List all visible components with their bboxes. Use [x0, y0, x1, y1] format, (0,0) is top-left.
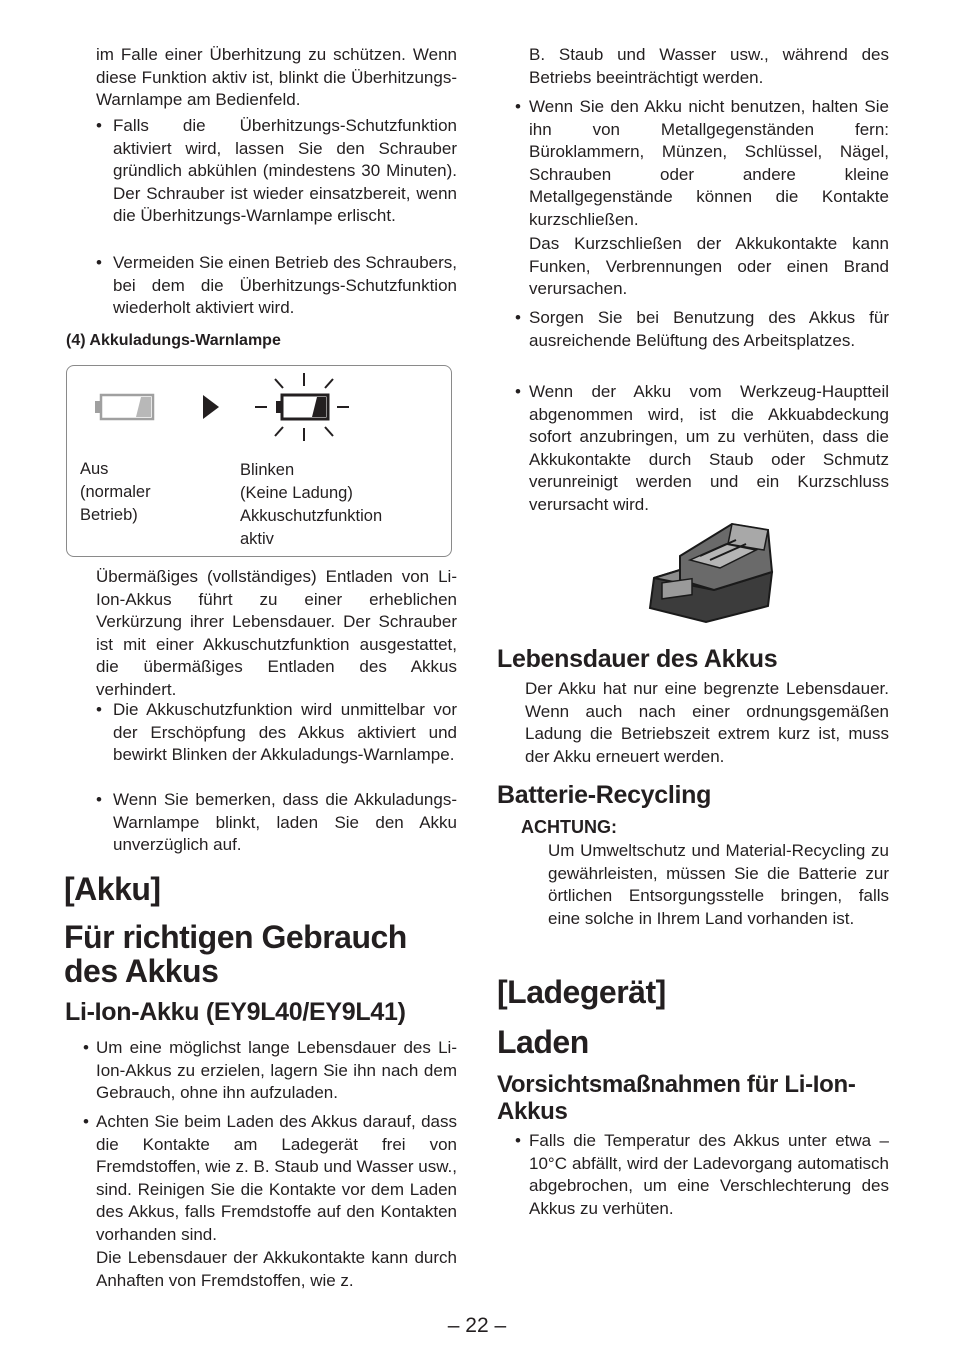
list-item: • Wenn der Akku vom Werkzeug-Hauptteil abgenommen wird, ist die Akkuabdeckung sofort anzubringen, um zu verhüten, dass die Akkukontakte durch Staub oder Schmutz verunreinigt werden und ein Kurzschluss verursacht wird. — [515, 382, 889, 514]
list-item: • Vermeiden Sie einen Betrieb des Schraubers, bei dem die Überhitzungs-Schutzfunktion wiederholt aktiviert wird. — [96, 253, 457, 318]
overheat-intro-paragraph: im Falle einer Überhitzung zu schützen. Wenn diese Funktion aktiv ist, blinkt die Überhitzungs-Warnlampe am Bedienfeld. — [96, 45, 457, 110]
list-item: • Wenn Sie den Akku nicht benutzen, halten Sie ihn von Metallgegenständen fern: Büroklammern, Münzen, Schlüssel, Nägel, Schrauben oder andere kleine Metallgegenstände können die Kontakte kurzschließen. — [515, 97, 889, 229]
ladegeraet-title: [Ladegerät] — [497, 974, 666, 1010]
discharge-paragraph: Übermäßiges (vollständiges) Entladen von Li-Ion-Akkus führt zu einer erheblichen Verkürzung ihrer Lebensdauer. Der Schrauber ist mit einer Akkuschutzfunktion ausgestattet, die übermäßiges Entladen des Akkus verhindert. — [96, 567, 457, 699]
liion-bullet2-continuation: Die Lebensdauer der Akkukontakte kann durch Anhaften von Fremdstoffen, wie z. — [96, 1248, 457, 1290]
list-item: • Sorgen Sie bei Benutzung des Akkus für ausreichende Belüftung des Arbeitsplatzes. — [515, 308, 889, 350]
battery-indicator-diagram — [66, 365, 452, 557]
battery-pack-image — [640, 520, 780, 624]
label-off-normal: Aus (normaler Betrieb) — [80, 460, 151, 524]
list-item: • Wenn Sie bemerken, dass die Akkuladungs-Warnlampe blinkt, laden Sie den Akku unverzüglich auf. — [96, 790, 457, 855]
metal-bullet-continuation: Das Kurzschließen der Akkukontakte kann Funken, Verbrennungen oder einen Brand verursachen. — [529, 234, 889, 299]
liion-heading: Li-Ion-Akku (EY9L40/EY9L41) — [65, 998, 406, 1026]
arrow-right-icon — [203, 395, 219, 419]
recycling-paragraph: Um Umweltschutz und Material-Recycling zu gewährleisten, müssen Sie die Batterie zur örtlichen Entsorgungsstelle bringen, falls eine solche in Ihrem Land vorhanden ist. — [548, 841, 889, 928]
akku-title: [Akku] — [64, 871, 161, 907]
lebensdauer-heading: Lebensdauer des Akkus — [497, 645, 778, 673]
laden-title: Laden — [497, 1024, 589, 1060]
list-item: • Um eine möglichst lange Lebensdauer des Li-Ion-Akkus zu erzielen, lagern Sie ihn nach dem Gebrauch, ohne ihn aufzuladen. — [83, 1038, 457, 1103]
continuation-paragraph: B. Staub und Wasser usw., während des Betriebs beeinträchtigt werden. — [529, 45, 889, 87]
section-heading-warnlampe: (4) Akkuladungs-Warnlampe — [66, 332, 281, 349]
battery-blinking-icon — [255, 373, 349, 441]
achtung-label: ACHTUNG: — [521, 817, 617, 837]
vorsicht-heading: Vorsichtsmaßnahmen für Li-Ion-Akkus — [497, 1071, 856, 1125]
label-blinking: Blinken (Keine Ladung) Akkuschutzfunktion aktiv — [240, 461, 383, 548]
lebensdauer-paragraph: Der Akku hat nur eine begrenzte Lebensdauer. Wenn auch nach einer ordnungsgemäßen Ladung die Betriebszeit extrem kurz ist, muss der Akku erneuert werden. — [525, 679, 889, 766]
list-item: • Achten Sie beim Laden des Akkus darauf, dass die Kontakte am Ladegerät frei von Fremdstoffen, wie z. B. Staub und Wasser usw., sind. Reinigen Sie die Kontakte vor dem Laden des Akkus, falls Fremdstoffe auf den Kontakten vorhanden sind. — [83, 1112, 457, 1244]
gebrauch-title: Für richtigen Gebrauch des Akkus — [64, 919, 407, 989]
page-number: – 22 – — [447, 1314, 507, 1337]
list-item: • Die Akkuschutzfunktion wird unmittelbar vor der Erschöpfung des Akkus aktiviert und bewirkt Blinken der Akkuladungs-Warnlampe. — [96, 700, 457, 765]
battery-off-icon — [95, 395, 153, 419]
list-item: • Falls die Temperatur des Akkus unter etwa –10°C abfällt, wird der Ladevorgang automatisch abgebrochen, um eine Verschlechterung des Akkus zu verhüten. — [515, 1131, 889, 1218]
recycling-heading: Batterie-Recycling — [497, 781, 712, 809]
list-item: • Falls die Überhitzungs-Schutzfunktion aktiviert wird, lassen Sie den Schrauber gründlich abkühlen (mindestens 30 Minuten). Der Schrauber ist wieder einsatzbereit, wenn die Überhitzungs-Warnlampe erlischt. — [96, 116, 457, 226]
